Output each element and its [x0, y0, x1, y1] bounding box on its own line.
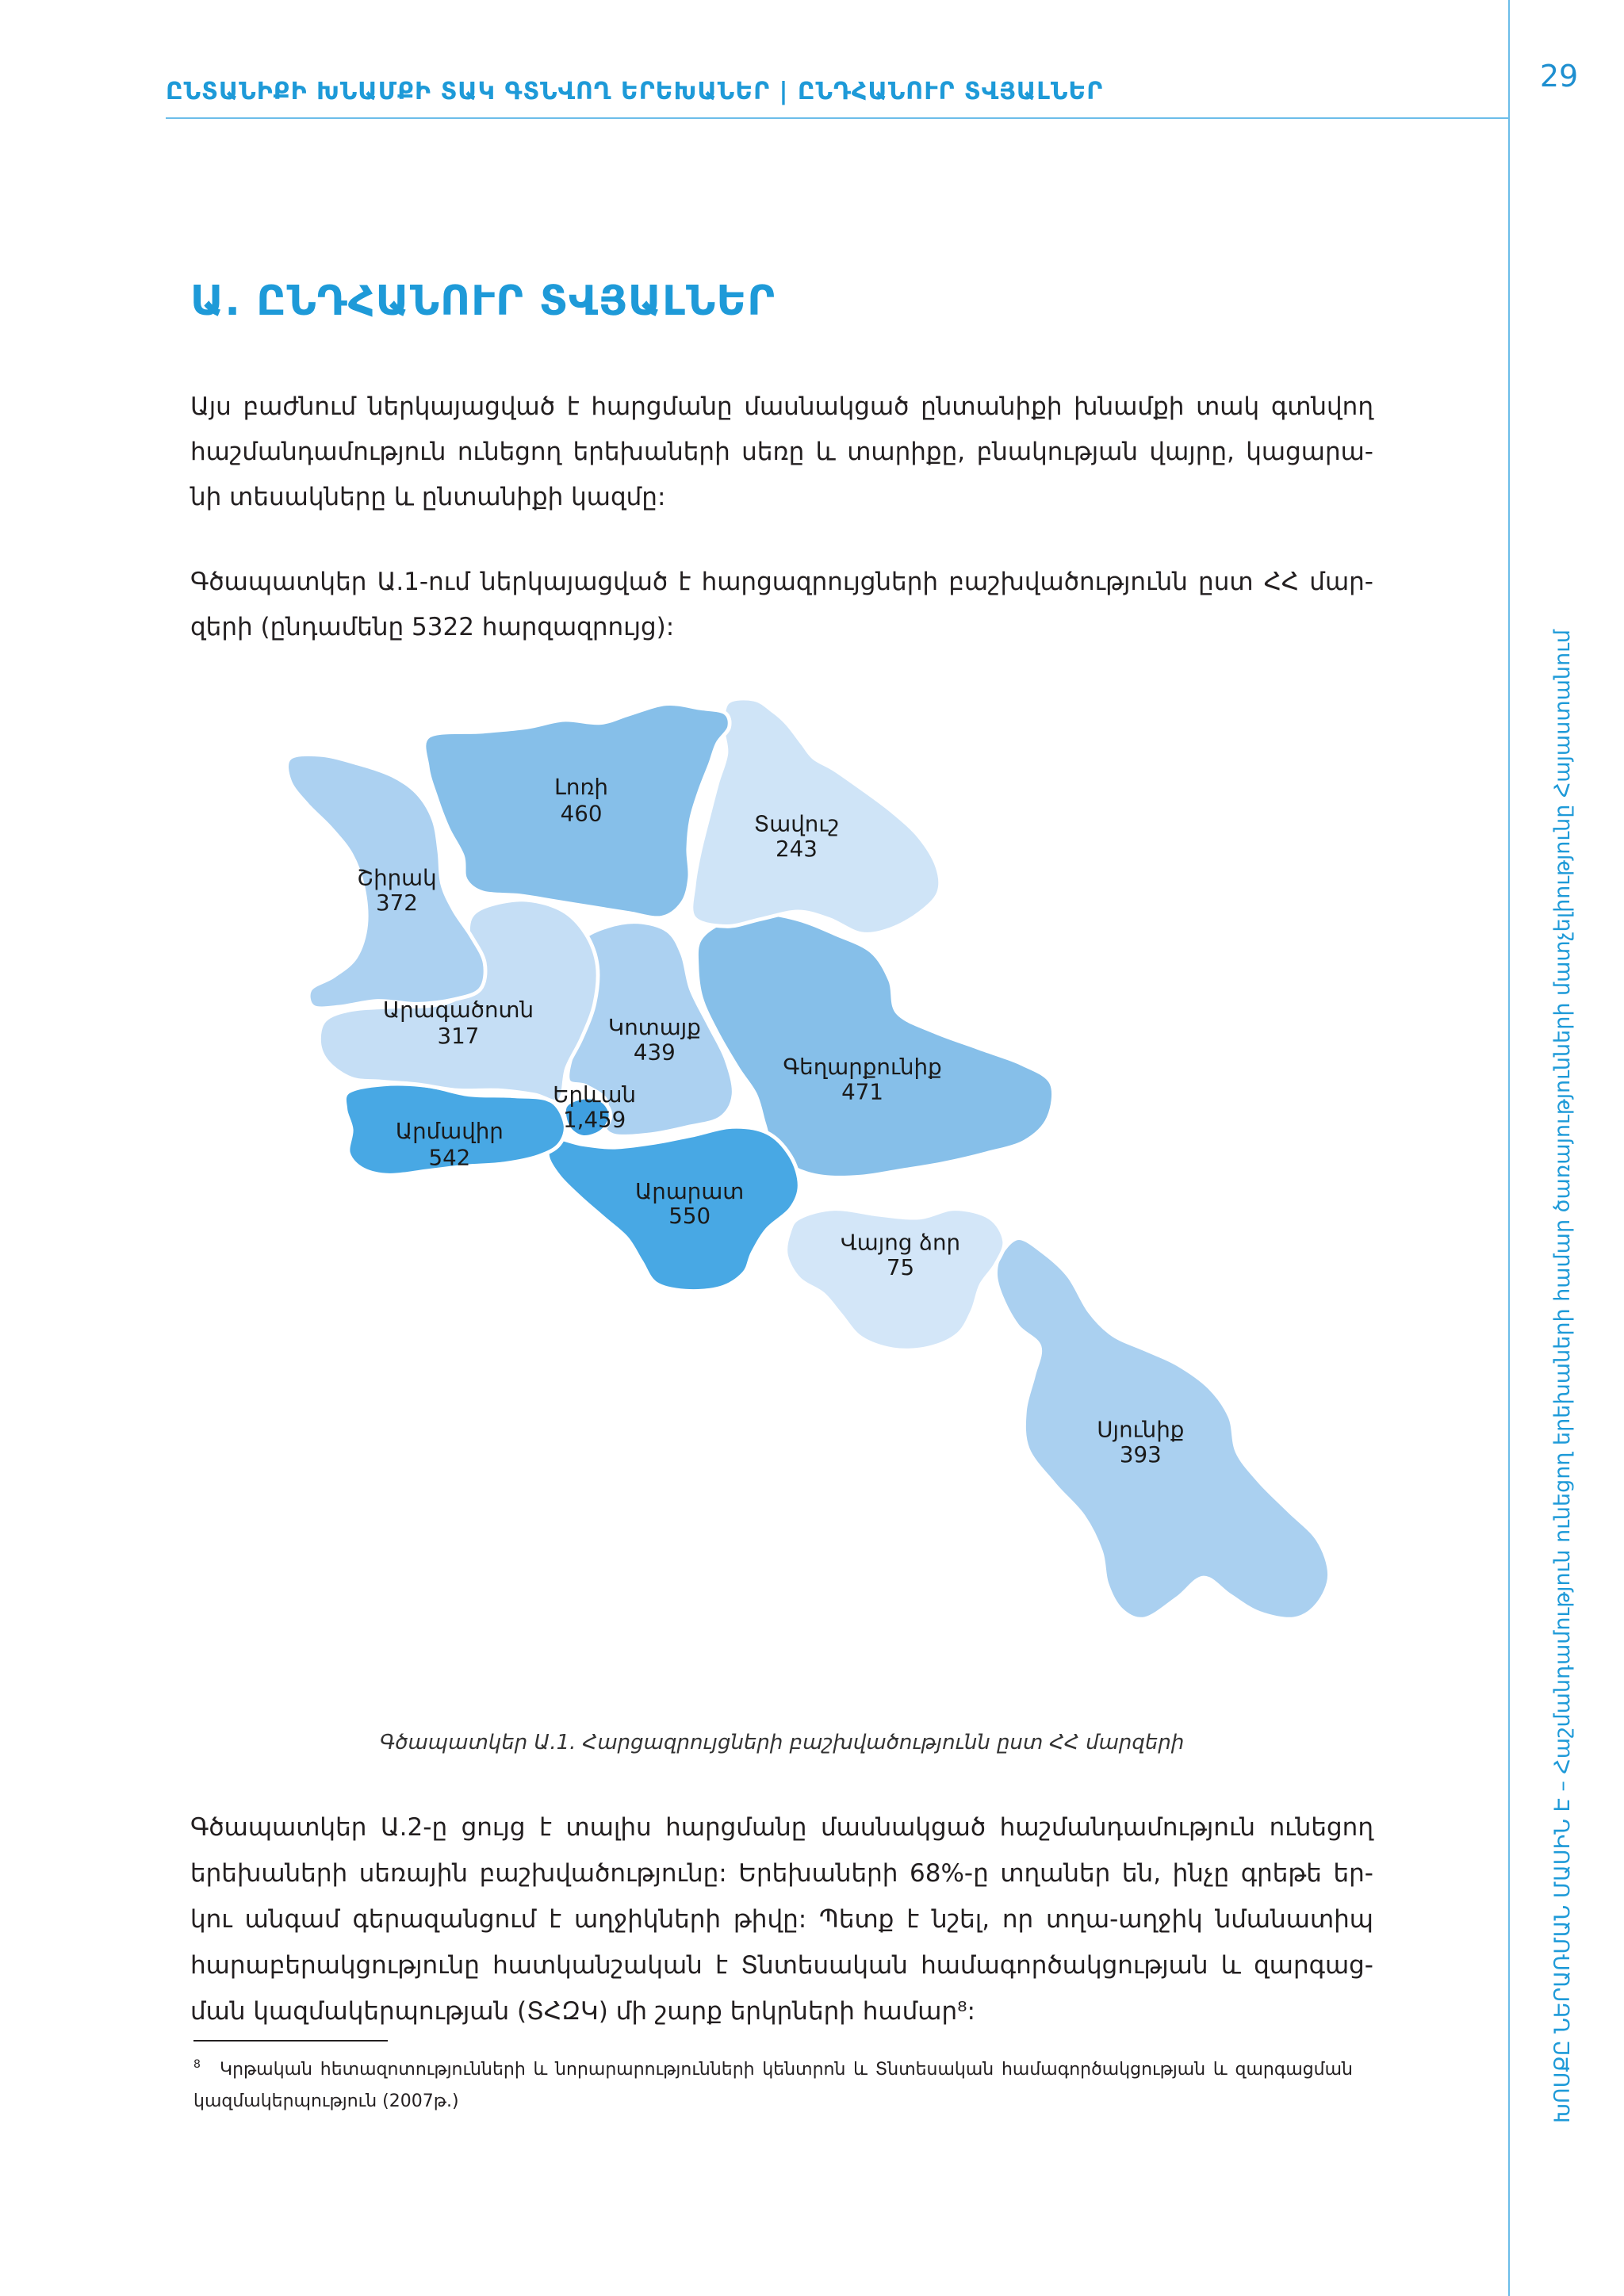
region-value-lori: 460: [560, 800, 603, 827]
side-publication-title: ԽՈՍՔԸ ՆԵՐԱՌՄԱՆ ՄԱՍԻՆ Է – Հաշմանդամություն ունեցող երեխաների համար ծառայությունների մատչելիությունը Հայաստանում: [1550, 629, 1575, 2123]
region-value-yerevan: 1,459: [563, 1106, 626, 1133]
paragraph-line: հաշմանդամություն ունեցող երեխաների սեռը և տարիքը, բնակության վայրը, կացարա-: [190, 438, 1373, 466]
armenia-regions-map: [263, 673, 1377, 1654]
intro-paragraph: [190, 385, 1373, 520]
region-value-aragatsotn: 317: [437, 1023, 480, 1050]
region-value-shirak: 372: [375, 890, 418, 916]
paragraph-line: Գծապատկեր Ա.1-ում ներկայացված է հարցազրույցների բաշխվածությունն ըստ ՀՀ մար-: [190, 568, 1373, 596]
region-value-kotayk: 439: [633, 1039, 676, 1066]
footnote-marker: 8: [193, 2058, 201, 2071]
region-value-syunik: 393: [1119, 1441, 1162, 1468]
region-name-lori: Լոռի: [554, 774, 608, 801]
paragraph-line: Այս բաժնում ներկայացված է հարցմանը մասնակցած ընտանիքի խնամքի տակ գտնվող: [190, 392, 1373, 421]
paragraph-line: ման կազմակերպության (ՏՀԶԿ) մի շարք երկրների համար⁸:: [190, 1997, 975, 2026]
region-value-gegharkunik: 471: [841, 1078, 883, 1105]
paragraph-line: կու անգամ գերազանցում է աղջիկների թիվը: Պետք է նշել, որ տղա-աղջիկ նմանատիպ: [190, 1905, 1373, 1934]
footnote: [193, 2054, 1353, 2118]
region-value-ararat: 550: [668, 1203, 711, 1230]
region-value-vayots-dzor: 75: [886, 1253, 915, 1280]
section-heading: Ա. ԸՆԴՀԱՆՈՒՐ ՏՎՅԱԼՆԵՐ: [190, 277, 776, 325]
region-name-tavush: Տավուշ: [753, 810, 840, 837]
region-name-gegharkunik: Գեղարքունիք: [783, 1053, 942, 1080]
paragraph-line: հարաբերակցությունը հատկանշական է Տնտեսական համագործակցության և զարգաց-: [190, 1951, 1373, 1980]
region-name-aragatsotn: Արագածոտն: [382, 996, 534, 1023]
region-name-armavir: Արմավիր: [395, 1118, 504, 1145]
header-divider: [166, 117, 1508, 119]
region-name-yerevan: Երևան: [553, 1081, 637, 1108]
region-name-syunik: Սյունիք: [1097, 1416, 1185, 1443]
paragraph-line: զերի (ընդամենը 5322 հարզազրույց):: [190, 613, 675, 641]
region-name-kotayk: Կոտայք: [607, 1014, 701, 1041]
running-header-title: ԸՆՏԱՆԻՔԻ ԽՆԱՄՔԻ ՏԱԿ ԳՏՆՎՈՂ ԵՐԵԽԱՆԵՐ | ԸՆԴՀԱՆՈՒՐ ՏՎՅԱԼՆԵՐ: [166, 78, 1104, 105]
region-value-tavush: 243: [776, 835, 818, 862]
region-name-vayots-dzor: Վայոց ձոր: [840, 1229, 961, 1256]
figure-intro-paragraph: [190, 560, 1373, 650]
region-name-ararat: Արարատ: [635, 1177, 745, 1204]
page-number: 29: [1539, 59, 1579, 94]
footnote-line: Կրթական հետազոտությունների և նորարարությունների կենտրոն և Տնտեսական համագործակցության և զարգացման: [220, 2060, 1353, 2080]
paragraph-line: երեխաների սեռային բաշխվածությունը: Երեխաների 68%-ը տղաներ են, ինչը գրեթե եր-: [190, 1859, 1373, 1888]
paragraph-line: Գծապատկեր Ա.2-ը ցույց է տալիս հարցմանը մասնակցած հաշմանդամություն ունեցող: [190, 1813, 1373, 1842]
margin-divider: [1508, 0, 1510, 2296]
region-value-armavir: 542: [428, 1144, 471, 1171]
footnote-line: կազմակերպություն (2007թ.): [193, 2091, 459, 2111]
gender-paragraph: [190, 1804, 1373, 2034]
region-name-shirak: Շիրակ: [357, 864, 437, 891]
footnote-divider: [193, 2040, 388, 2042]
paragraph-line: նի տեսակները և ընտանիքի կազմը:: [190, 483, 666, 511]
figure-caption: Գծապատկեր Ա.1. Հարցազրույցների բաշխվածությունն ըստ ՀՀ մարզերի: [379, 1731, 1185, 1755]
